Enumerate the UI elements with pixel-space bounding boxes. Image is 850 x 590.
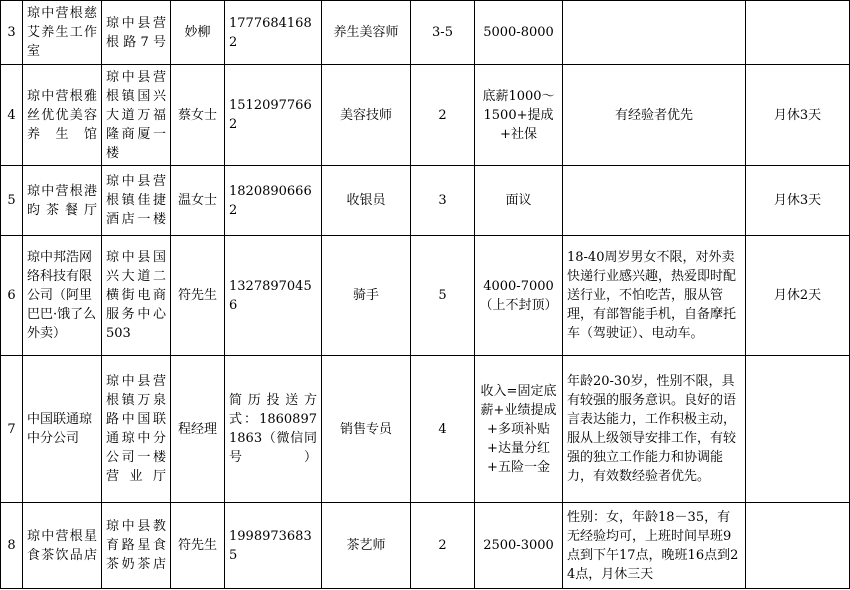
contact-phone: 15120977662 [225,65,322,166]
salary: 5000-8000 [475,1,563,65]
job-position: 收银员 [322,166,411,236]
table-row [1,1,850,65]
company-name: 琼中营根慈艾养生工作室 [23,1,102,65]
company-address: 琼中县国兴大道二横街电商服务中心503 [102,236,171,356]
contact-phone: 简历投送方式：18608971863（微信同号） [225,356,322,503]
row-number: 8 [1,503,23,589]
row-number: 3 [1,1,23,65]
company-name: 琼中营根星食茶饮品店 [23,503,102,589]
job-position: 养生美容师 [322,1,411,65]
company-name: 琼中营根雅丝优优美容养生馆 [23,65,102,166]
requirements: 性别：女，年龄18－35，有无经验均可，上班时间早班9点到下午17点，晚班16点到24点，月休三天 [563,503,746,589]
rest-days [746,1,850,65]
job-position: 骑手 [322,236,411,356]
headcount: 3-5 [411,1,475,65]
table-row [1,356,850,503]
headcount: 4 [411,356,475,503]
contact-person: 温女士 [171,166,225,236]
company-name: 琼中邦浩网络科技有限公司（阿里巴巴·饿了么外卖） [23,236,102,356]
contact-person: 符先生 [171,503,225,589]
rest-days [746,356,850,503]
requirements: 年龄20-30岁，性别不限，具有较强的服务意识。良好的语言表达能力，工作积极主动，服从上级领导安排工作，有较强的独立工作能力和协调能力，有效数经验者优先。 [563,356,746,503]
company-address: 琼中县营根路7号 [102,1,171,65]
salary: 2500-3000 [475,503,563,589]
contact-phone: 19989736835 [225,503,322,589]
table-row [1,236,850,356]
job-position: 茶艺师 [322,503,411,589]
headcount: 2 [411,65,475,166]
company-address: 琼中县营根镇佳捷酒店一楼 [102,166,171,236]
requirements [563,166,746,236]
table-row [1,503,850,589]
company-address: 琼中县教育路星食茶奶茶店 [102,503,171,589]
contact-person: 妙柳 [171,1,225,65]
rest-days: 月休3天 [746,166,850,236]
salary: 4000-7000（上不封顶） [475,236,563,356]
company-address: 琼中县营根镇国兴大道万福隆商厦一楼 [102,65,171,166]
contact-phone: 13278970456 [225,236,322,356]
headcount: 5 [411,236,475,356]
row-number: 7 [1,356,23,503]
salary: 底薪1000～1500+提成+社保 [475,65,563,166]
company-address: 琼中县营根镇万泉路中国联通琼中分公司一楼营业厅 [102,356,171,503]
job-position: 美容技师 [322,65,411,166]
row-number: 6 [1,236,23,356]
contact-person: 程经理 [171,356,225,503]
table-row [1,166,850,236]
salary: 收入=固定底薪+业绩提成+多项补贴+达量分红+五险一金 [475,356,563,503]
contact-person: 符先生 [171,236,225,356]
requirements: 有经验者优先 [563,65,746,166]
job-position: 销售专员 [322,356,411,503]
company-name: 中国联通琼中分公司 [23,356,102,503]
headcount: 3 [411,166,475,236]
headcount: 2 [411,503,475,589]
rest-days: 月休3天 [746,65,850,166]
rest-days [746,503,850,589]
row-number: 5 [1,166,23,236]
salary: 面议 [475,166,563,236]
table-body [1,1,850,589]
rest-days: 月休2天 [746,236,850,356]
company-name: 琼中营根港昀茶餐厅 [23,166,102,236]
contact-phone: 17776841682 [225,1,322,65]
table-row [1,65,850,166]
requirements: 18-40周岁男女不限，对外卖快递行业感兴趣，热爱即时配送行业，不怕吃苦，服从管理，有部智能手机，自备摩托车（驾驶证）、电动车。 [563,236,746,356]
contact-phone: 18208906662 [225,166,322,236]
contact-person: 蔡女士 [171,65,225,166]
row-number: 4 [1,65,23,166]
requirements [563,1,746,65]
